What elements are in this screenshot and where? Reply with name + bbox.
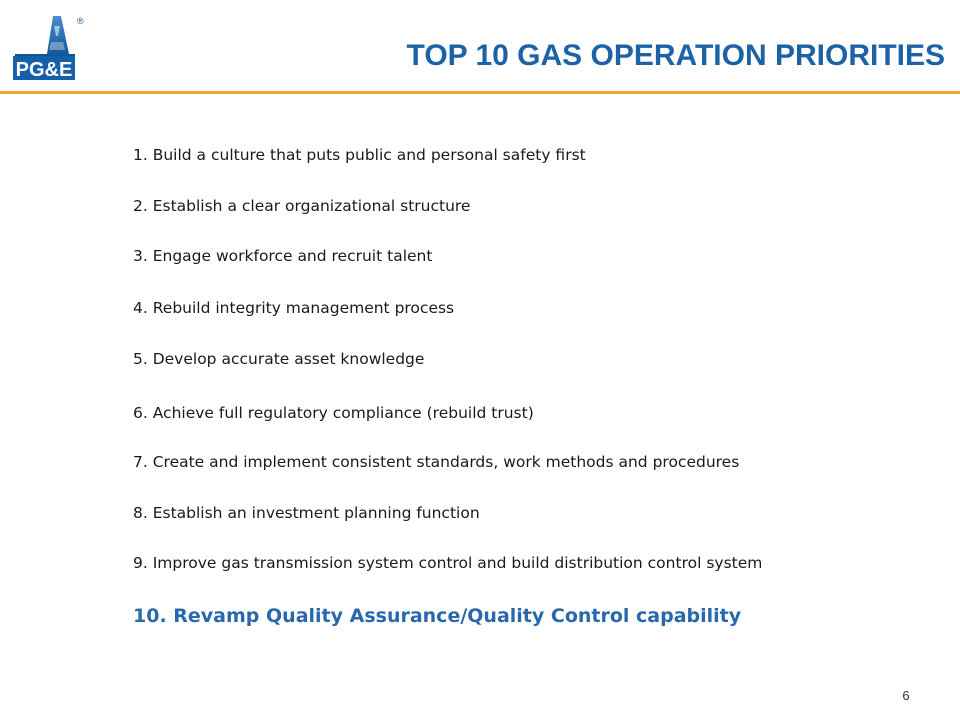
- priority-item-5: 5. Develop accurate asset knowledge: [133, 350, 425, 368]
- priority-item-2: 2. Establish a clear organizational structure: [133, 197, 471, 215]
- priority-item-1: 1. Build a culture that puts public and personal safety first: [133, 146, 586, 164]
- priority-item-3: 3. Engage workforce and recruit talent: [133, 247, 433, 265]
- priority-item-10: 10. Revamp Quality Assurance/Quality Control capability: [133, 605, 742, 627]
- page-number: 6: [902, 688, 910, 703]
- title-divider: [0, 91, 960, 94]
- logo-text: PG&E: [15, 59, 73, 81]
- priority-item-4: 4. Rebuild integrity management process: [133, 299, 455, 317]
- priority-item-8: 8. Establish an investment planning function: [133, 504, 480, 522]
- registered-mark: ®: [77, 16, 84, 26]
- priority-item-7: 7. Create and implement consistent standards, work methods and procedures: [133, 453, 740, 471]
- slide-title: TOP 10 GAS OPERATION PRIORITIES: [406, 39, 945, 72]
- priority-item-6: 6. Achieve full regulatory compliance (rebuild trust): [133, 404, 534, 422]
- pge-logo: [11, 14, 85, 82]
- priority-item-9: 9. Improve gas transmission system control and build distribution control system: [133, 554, 763, 572]
